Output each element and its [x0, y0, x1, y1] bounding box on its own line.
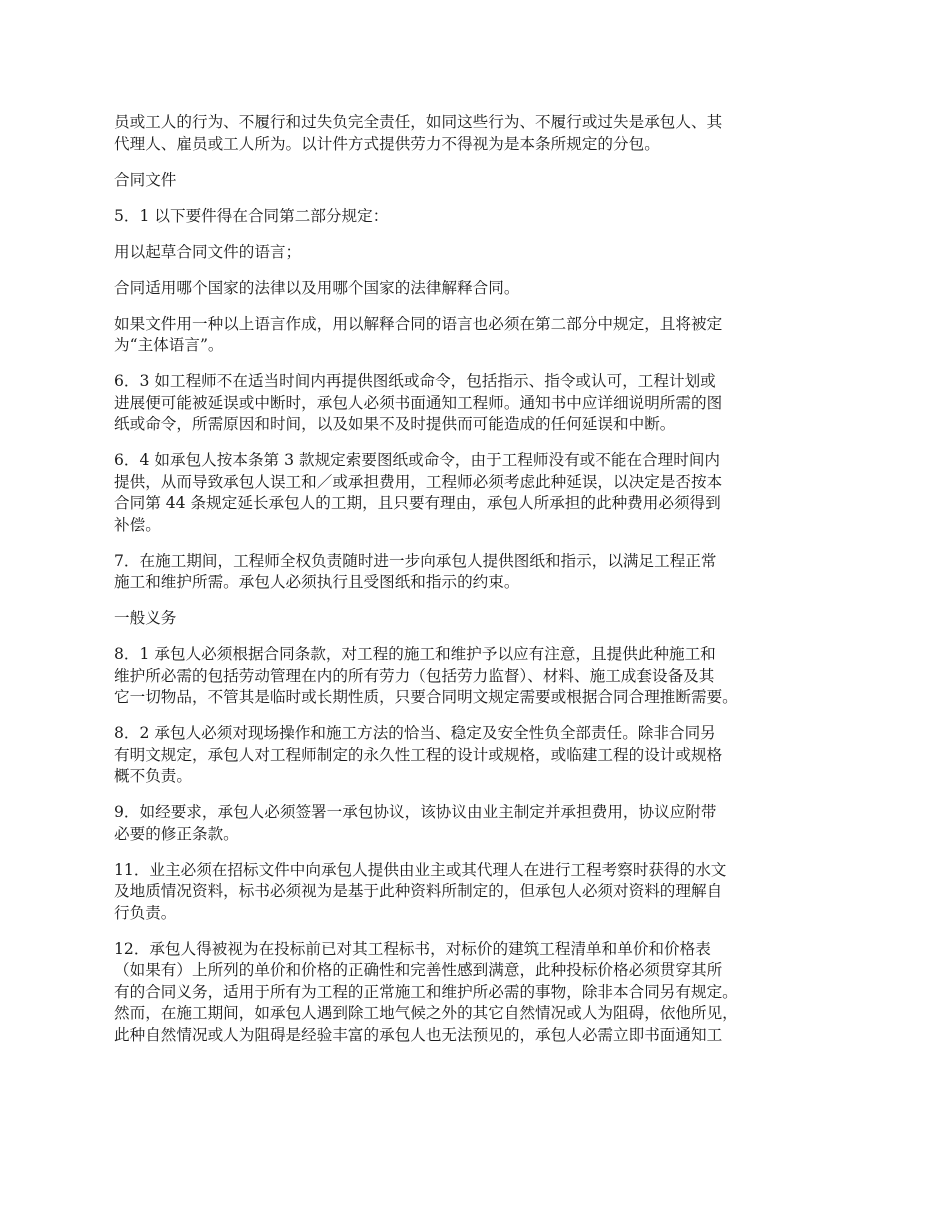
paragraph: 11．业主必须在招标文件中向承包人提供由业主或其代理人在进行工程考察时获得的水文 及地质情况资料，标书必须视为是基于此种资料所制定的，但承包人必须对资料的理解自 行负责。: [114, 860, 727, 922]
paragraph: 9．如经要求，承包人必须签署一承包协议，该协议由业主制定并承担费用，协议应附带 必要的修正条款。: [114, 803, 717, 843]
paragraph: 8．2 承包人必须对现场操作和施工方法的恰当、稳定及安全性负全部责任。除非合同另 有明文规定，承包人对工程师制定的永久性工程的设计或规格，或临建工程的设计或规格 概不负责。: [114, 724, 723, 785]
section-heading: 一般义务: [114, 609, 177, 627]
paragraph: 5．1 以下要件得在合同第二部分规定：: [114, 206, 389, 225]
paragraph: 6．3 如工程师不在适当时间内再提供图纸或命令，包括指示、指令或认可，工程计划或 进展便可能被延误或中断时，承包人必须书面通知工程师。通知书中应详细说明所需的图 纸或命令，所需原因和时间，以及如果不及时提供而可能造成的任何延误和中断。: [114, 372, 723, 433]
paragraph: 8．1 承包人必须根据合同条款，对工程的施工和维护予以应有注意，且提供此种施工和 维护所必需的包括劳动管理在内的所有劳力（包括劳力监督）、材料、施工成套设备及其 它一切物品，不管其是临时或长期性质，只要合同明文规定需要或根据合同合理推断需要。: [114, 645, 738, 706]
paragraph: 如果文件用一种以上语言作成，用以解释合同的语言也必须在第二部分中规定，且将被定 为“主体语言”。: [114, 314, 723, 354]
paragraph: 合同适用哪个国家的法律以及用哪个国家的法律解释合同。: [114, 278, 520, 297]
paragraph: 用以起草合同文件的语言；: [114, 242, 302, 261]
paragraph: 员或工人的行为、不履行和过失负完全责任，如同这些行为、不履行或过失是承包人、其 代理人、雇员或工人所为。以计件方式提供劳力不得视为是本条所规定的分包。: [114, 113, 723, 153]
section-heading: 合同文件: [114, 170, 177, 189]
document-page: [114, 112, 844, 1061]
paragraph: 12．承包人得被视为在投标前已对其工程标书，对标价的建筑工程清单和单价和价格表 （如果有）上所列的单价和价格的正确性和完善性感到满意，此种投标价格必须贯穿其所 有的合同义务，适用于所有为工程的正常施工和维护所必需的事物，除非本合同另有规定。 然而，在施工期间，如承包人遇到除工地气候之外的其它自然情况或人为阻碍，依他所见， 此种自然情况或人为阻碍是经验丰富的承包人也无法预见的，承包人必需立即书面通知工: [114, 939, 738, 1044]
paragraph: 7．在施工期间，工程师全权负责随时进一步向承包人提供图纸和指示，以满足工程正常 施工和维护所需。承包人必须执行且受图纸和指示的约束。: [114, 551, 717, 591]
paragraph: 6．4 如承包人按本条第 3 款规定索要图纸或命令，由于工程师没有或不能在合理时间内 提供，从而导致承包人误工和／或承担费用，工程师必须考虑此种延误，以决定是否按本 合同第 44 条规定延长承包人的工期，且只要有理由，承包人所承担的此种费用必须得到 补偿。: [114, 451, 723, 534]
